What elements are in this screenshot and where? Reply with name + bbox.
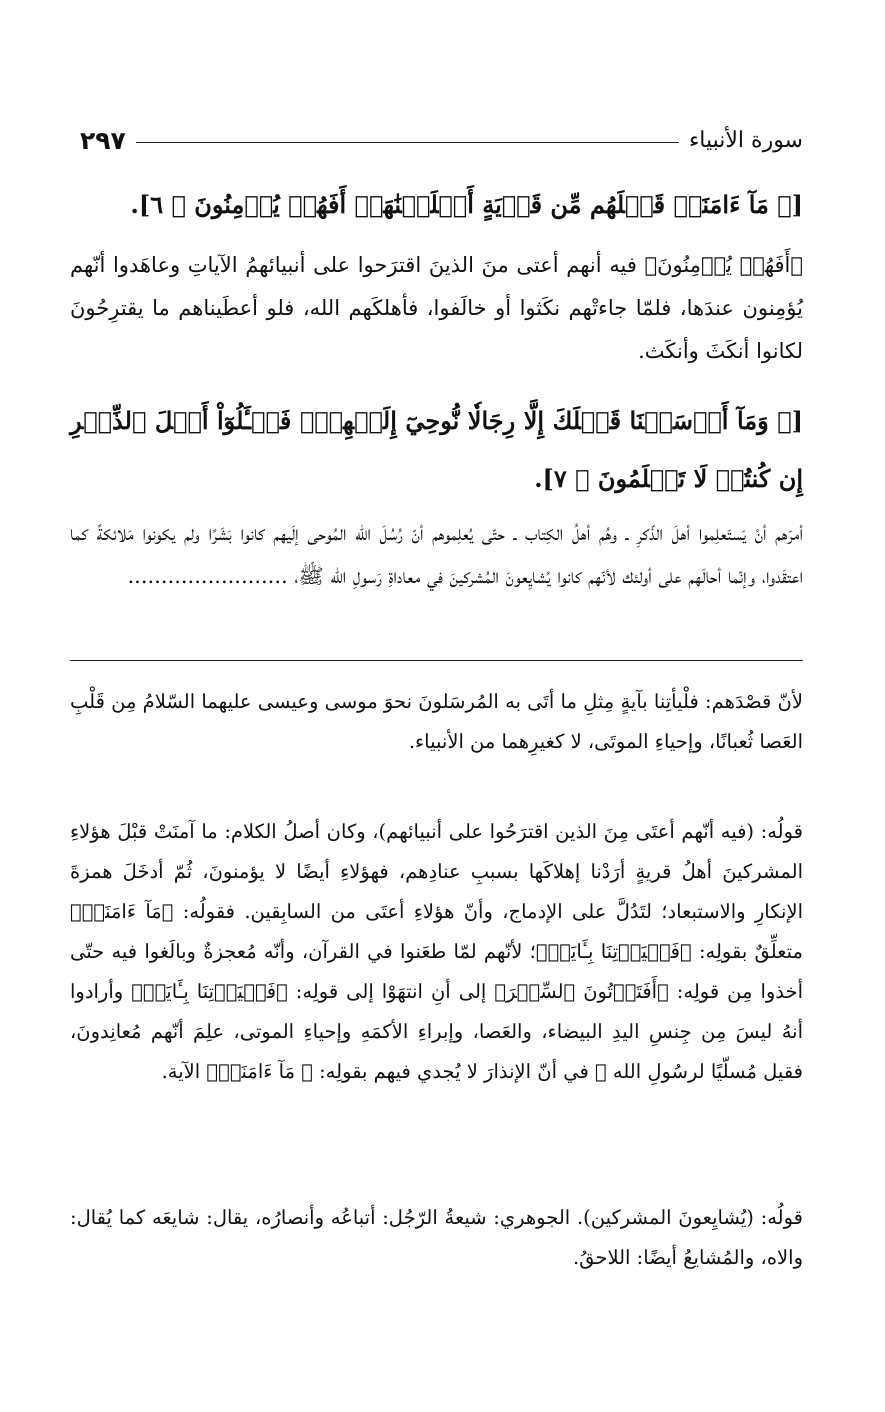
commentary-paragraph-2 [70,512,803,598]
page-header [80,120,803,160]
page-number: ٢٩٧ [80,125,126,155]
footnote-1: لأنّ قصْدَهم: فلْيأتِنا بآيةٍ مِثلِ ما أتَى به المُرسَلونَ نحوَ موسى وعيسى عليهما السّلامُ مِن قَلْبِ العَصا ثُعبانًا، وإحياءِ الموتَى، لا كغيرِهما من الأنبياء. [70,690,803,753]
verse-6: [﴿ مَآ ءَامَنَتۡ قَبۡلَهُم مِّن قَرۡيَةٍ أَهۡلَكۡنَٰهَآۖ أَفَهُمۡ يُؤۡمِنُونَ ﴾ ٦]. [130,190,803,219]
footnote-2: قولُه: (فيه أنّهم أعتَى مِنَ الذين اقترَحُوا على أنبيائهم)، وكان أصلُ الكلام: ما آمنَتْ قبْلَ هؤلاءِ المشركينَ أهلُ قريةٍ أرَدْنا إهلاكَها بسببِ عنادِهم، فهؤلاءِ أيضًا لا يؤمنونَ، ثُمّ أدخَلَ همزةَ الإنكارِ والاستبعاد؛ لتَدُلَّ على الإدماج، وأنّ هؤلاءِ أعتَى من السابِقين. فقولُه: ﴿مَآ ءَامَنَتۡ﴾ متعلِّقٌ بقولِه: ﴿فَلۡيَأۡتِنَا بِـَٔايَةٖ﴾؛ لأنّهم لمّا طعَنوا في القرآن، وأنّه مُعجزةٌ وبالَغوا فيه حتّى أخذوا مِن قولِه: ﴿أَفَتَأۡتُونَ ٱلسِّحۡرَ﴾ إلى أنِ انتهَوْا إلى قولِه: ﴿فَلۡيَأۡتِنَا بِـَٔايَةٖ﴾ وأرادوا أنهُ ليسَ مِن جِنسِ اليدِ البيضاء، والعَصا، وإبراءِ الأكمَهِ وإحياءِ الموتى، علِمَ أنّهم مُعانِدونَ، فقيل مُسلّيًا لرسُولِ الله ﷺ في أنّ الإنذارَ لا يُجدي فيهم بقولِه: ﴿ مَآ ءَامَنَتۡ﴾ الآية. [70,820,803,1083]
commentary-paragraph-1: ﴿أَفَهُمۡ يُؤۡمِنُونَ﴾ فيه أنهم أعتى منَ الذينَ اقترَحوا على أنبيائهمُ الآياتِ وعاهَدوا أنّهم يُؤمِنون عندَها، فلمّا جاءتْهم نكَثوا أو خالَفوا، فأهلكَهم الله، فلو أعطَيناهم ما يقترِحُونَ لكانوا أنكَثَ وأنكَث. [70,253,803,363]
commentary-paragraph-2-text: أمرَهم أنْ يَستَعلِموا أهلَ الذّكرِ ـ وهُم أهلُ الكِتاب ـ حتّى يُعلِموهم أنّ رُسُلَ الله المُوحى إلَيهم كانوا بَشَرًا ولم يكونوا مَلائكةً كما اعتقَدوا، وإنّما أحالَهم على أولئك لأنّهم كانوا يُشايِعونَ المُشركينَ في معاداةِ رَسولِ الله ﷺ، [70,521,803,588]
header-rule [136,142,679,143]
verse-7: [﴿ وَمَآ أَرۡسَلۡنَا قَبۡلَكَ إِلَّا رِجَالٗا نُّوحِيٓ إِلَيۡهِمۡۖ فَسۡـَٔلُوٓاْ أَهۡلَ ٱلذِّكۡرِ إِن كُنتُمۡ لَا تَعۡلَمُونَ ﴾ ٧]. [70,406,803,493]
footnote-separator [70,660,803,661]
continuation-dots: ........................ [127,564,288,588]
surah-title: سورة الأنبياء [688,127,803,153]
footnote-3: قولُه: (يُشايِعونَ المشركين). الجوهري: شيعةُ الرّجُل: أتباعُه وأنصارُه، يقال: شايعَه كما يُقال: والاه، والمُشايعُ أيضًا: اللاحقُ. [70,1206,803,1269]
